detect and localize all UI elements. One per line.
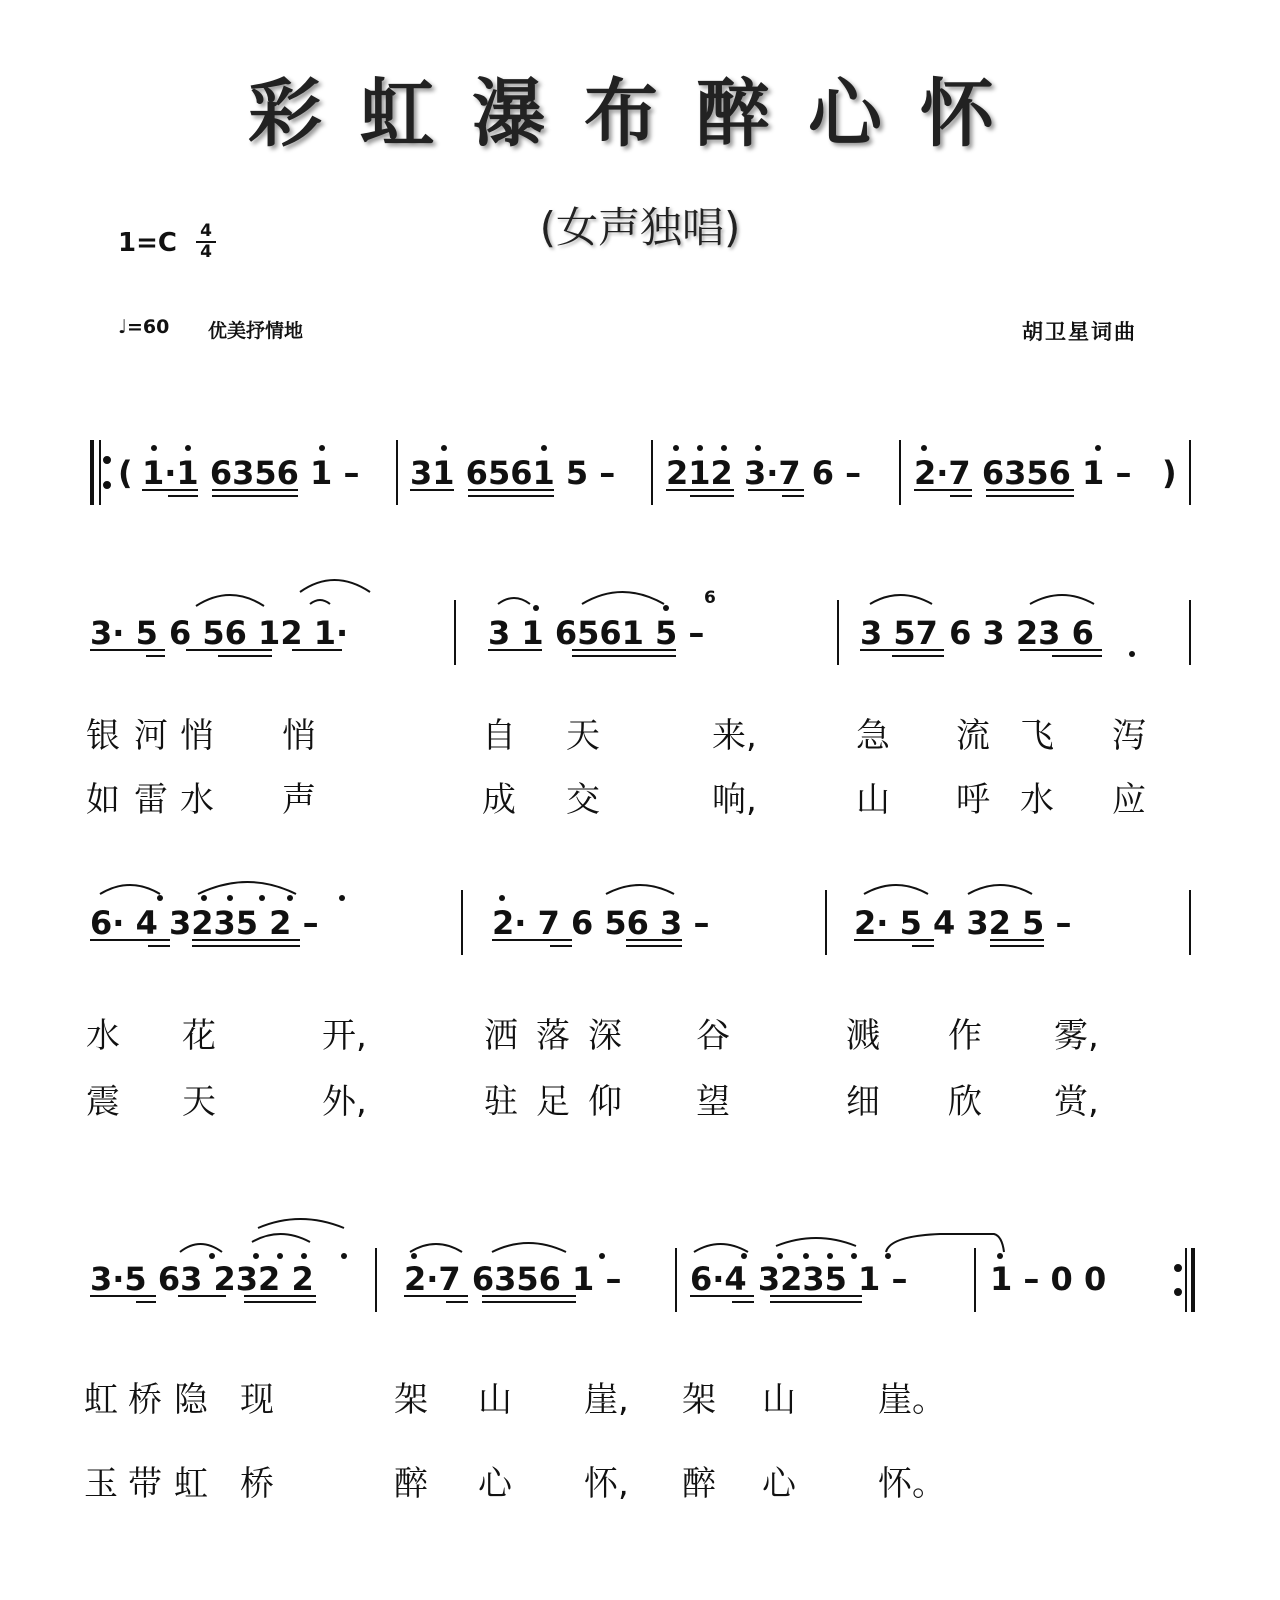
lyric-word: 如 xyxy=(86,780,120,820)
lyric-word: 开, xyxy=(322,1016,367,1056)
lyric-word: 溅 xyxy=(846,1016,880,1056)
time-signature-bottom: 4 xyxy=(200,242,212,262)
lyric-word: 河 xyxy=(134,716,168,756)
lyric-word: 桥 xyxy=(128,1380,162,1420)
lyric-word: 响, xyxy=(712,780,757,820)
measure-2: 31 6561 5 – xyxy=(410,454,616,492)
lyric-word: 架 xyxy=(394,1380,428,1420)
lyric-word: 震 xyxy=(86,1082,120,1122)
lyric-word: 山 xyxy=(478,1380,512,1420)
lyric-word: 醉 xyxy=(682,1464,716,1504)
lyric-word: 水 xyxy=(86,1016,120,1056)
song-title: 彩虹瀑布醉心怀 xyxy=(248,71,1032,157)
measure-6: 3 1 6561 5 – xyxy=(488,614,705,652)
lyric-word: 山 xyxy=(762,1380,796,1420)
measure-13: 6·4 3235 1 – xyxy=(690,1260,908,1298)
lyric-word: 作 xyxy=(948,1016,982,1056)
measure-7: 3 57 6 3 23 6 xyxy=(860,614,1094,652)
song-subtitle: (女声独唱) xyxy=(539,203,741,252)
lyric-word: 应 xyxy=(1112,780,1146,820)
lyric-word: 银 xyxy=(86,716,120,756)
lyric-word: 悄 xyxy=(282,716,316,756)
lyric-word: 怀。 xyxy=(878,1464,946,1504)
lyric-word: 现 xyxy=(240,1380,274,1420)
lyric-word: 怀, xyxy=(584,1464,629,1504)
measure-11: 3·5 63 232 2 xyxy=(90,1260,314,1298)
lyric-word: 来, xyxy=(712,716,757,756)
measure-1: 1·1 6356 1 – xyxy=(142,454,360,492)
lyric-word: 天 xyxy=(566,716,600,756)
lyric-word: 架 xyxy=(682,1380,716,1420)
lyric-word: 花 xyxy=(182,1016,216,1056)
lyric-word: 落 xyxy=(536,1016,570,1056)
lyric-word: 外, xyxy=(322,1082,367,1122)
lyric-word: 洒 xyxy=(484,1016,518,1056)
lyric-word: 流 xyxy=(956,716,990,756)
expression-marking: 优美抒情地 xyxy=(208,320,304,342)
lyric-word: 心 xyxy=(478,1464,512,1504)
lyric-word: 呼 xyxy=(956,780,990,820)
lyric-word: 仰 xyxy=(588,1082,622,1122)
measure-5: 3· 5 6 56 12 1· xyxy=(90,614,349,652)
lyric-word: 山 xyxy=(856,780,890,820)
composer-credit: 胡卫星词曲 xyxy=(1022,320,1137,344)
lyric-word: 望 xyxy=(696,1082,730,1122)
lyric-word: 交 xyxy=(566,780,600,820)
lyric-word: 桥 xyxy=(240,1464,274,1504)
lyric-word: 驻 xyxy=(484,1082,518,1122)
lyric-word: 泻 xyxy=(1112,716,1146,756)
lyric-word: 雾, xyxy=(1054,1016,1099,1056)
lyric-word: 带 xyxy=(128,1464,162,1504)
measure-8: 6· 4 3235 2 – xyxy=(90,904,319,942)
lyric-word: 欣 xyxy=(948,1082,982,1122)
measure-4: 2·7 6356 1 – xyxy=(914,454,1132,492)
lyric-word: 玉 xyxy=(84,1464,118,1504)
lyric-word: 虹 xyxy=(84,1380,118,1420)
lyric-word: 声 xyxy=(282,780,316,820)
measure-14: 1 – 0 0 xyxy=(990,1260,1107,1298)
lyric-word: 雷 xyxy=(134,780,168,820)
lyric-word: 自 xyxy=(482,716,516,756)
lyric-word: 细 xyxy=(846,1082,880,1122)
lyric-word: 醉 xyxy=(394,1464,428,1504)
lyric-word: 心 xyxy=(762,1464,796,1504)
measure-12: 2·7 6356 1 – xyxy=(404,1260,622,1298)
lyric-word: 谷 xyxy=(696,1016,730,1056)
key-signature: 1=C xyxy=(118,228,177,258)
measure-10: 2· 5 4 32 5 – xyxy=(854,904,1072,942)
lyric-word: 天 xyxy=(182,1082,216,1122)
lyric-word: 悄 xyxy=(180,716,214,756)
lyric-word: 飞 xyxy=(1020,716,1054,756)
lyric-word: 成 xyxy=(482,780,516,820)
lyric-word: 水 xyxy=(180,780,214,820)
lyric-word: 足 xyxy=(536,1082,570,1122)
lyric-word: 虹 xyxy=(174,1464,208,1504)
tempo-marking: ♩=60 xyxy=(118,316,170,338)
lyric-word: 深 xyxy=(588,1016,622,1056)
lyric-word: 水 xyxy=(1020,780,1054,820)
intro-open-paren: ( xyxy=(118,454,133,492)
lyric-word: 赏, xyxy=(1054,1082,1099,1122)
measure-3: 212 3·7 6 – xyxy=(666,454,862,492)
lyric-word: 隐 xyxy=(174,1380,208,1420)
measure-9: 2· 7 6 56 3 – xyxy=(492,904,710,942)
time-signature-top: 4 xyxy=(200,221,212,241)
grace-note: 6 xyxy=(704,588,716,608)
lyric-word: 急 xyxy=(856,716,890,756)
intro-close-paren: ) xyxy=(1162,454,1177,492)
lyric-word: 崖。 xyxy=(878,1380,946,1420)
lyric-word: 崖, xyxy=(584,1380,629,1420)
